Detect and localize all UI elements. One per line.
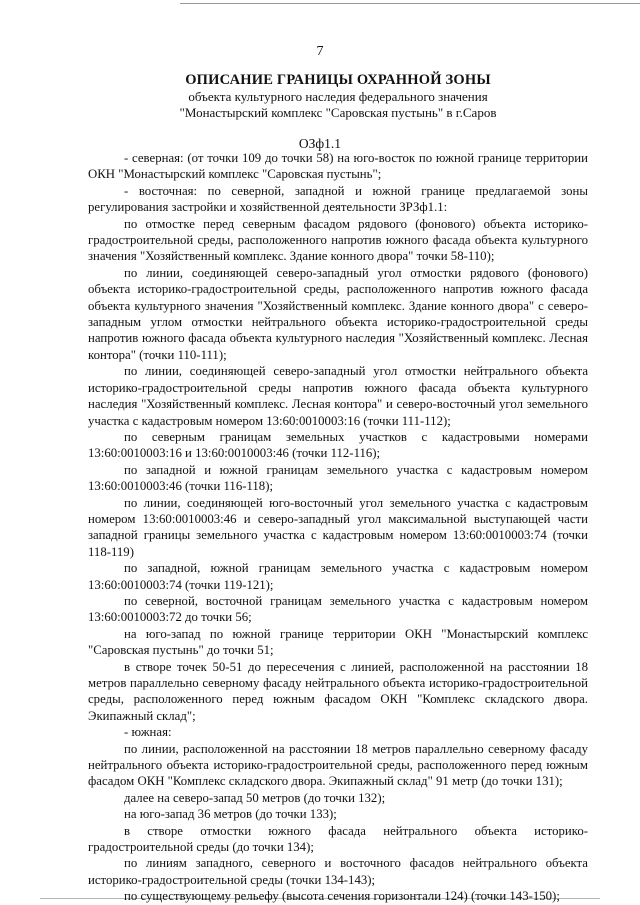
document-subtitle-line-2: "Монастырский комплекс "Саровская пустынь" в г.Саров [179,105,497,120]
paragraph: по линиям западного, северного и восточного фасадов нейтрального объекта историко-градостроительной среды (точки 134-143); [88,856,588,887]
paragraph: на юго-запад 36 метров (до точки 133); [124,807,337,822]
paragraph: по западной, южной границам земельного участка с кадастровым номером 13:60:0010003:74 (точки 119-121); [88,561,588,592]
paragraph: по северной, восточной границам земельного участка с кадастровым номером 13:60:0010003:72 до точки 56; [88,593,588,625]
document-title: ОПИСАНИЕ ГРАНИЦЫ ОХРАННОЙ ЗОНЫ [185,72,491,88]
document-body [88,150,588,905]
paragraph-south-border: - южная: [124,725,172,740]
paragraph: по западной и южной границам земельного участка с кадастровым номером 13:60:0010003:46 (точки 116-118); [88,462,588,494]
paragraph: по линии, соединяющей северо-западный угол отмостки нейтрального объекта историко-градостроительной среды напротив южного фасада объекта культурного наследия "Хозяйственный комплекс. Лесная контора" и северо-восточный угол земельного участка с кадастровым номером 13:60:0010003:16 (точки 111-112); [88,364,588,428]
zone-code: ОЗф1.1 [298,136,342,151]
paragraph: на юго-запад по южной границе территории ОКН "Монастырский комплекс "Саровская пустынь" до точки 51; [88,626,588,658]
paragraph: по линии, соединяющей северо-западный угол отмостки рядового (фонового) объекта историко-градостроительной среды, расположенного напротив южного фасада объекта культурного значения "Хозяйственный комплекс. Здание конного двора" с северо-западным углом отмостки нейтрального объекта историко-градостроительной среды напротив южного фасада объекта культурного наследия "Хозяйственный комплекс. Лесная контора" (точки 110-111); [88,265,588,362]
paragraph: в створе отмостки южного фасада нейтрального объекта историко-градостроительной среды (до точки 134); [88,823,588,855]
page-number: 7 [316,44,324,59]
paragraph: по линии, расположенной на расстоянии 18 метров параллельно северному фасаду нейтрального объекта историко-градостроительной среды, расположенного перед южным фасадом ОКН "Комплекс складского двора. Экипажный склад" 91 метр (до точки 131); [88,741,588,789]
paragraph-east-border: - восточная: по северной, западной и южной границе предлагаемой зоны регулирования застройки и хозяйственной деятельности ЗРЗф1.1: [88,183,588,215]
paragraph: по существующему рельефу (высота сечения горизонтали 124) (точки 143-150); [124,889,560,904]
paragraph-north-border: - северная: (от точки 109 до точки 58) на юго-восток по южной границе территории ОКН "Монастырский комплекс "Саровская пустынь"; [88,151,588,182]
paragraph: по линии, соединяющей юго-восточный угол земельного участка с кадастровым номером 13:60:0010003:46 и северо-западный угол максимальной выступающей части западной границы земельного участка с кадастровым номером 13:60:0010003:74 (точки 118-119) [88,495,588,559]
document-header [88,72,588,121]
paragraph: по северным границам земельных участков с кадастровыми номерами 13:60:0010003:16 и 13:60:0010003:46 (точки 112-116); [88,429,588,461]
paragraph: в створе точек 50-51 до пересечения с линией, расположенной на расстоянии 18 метров параллельно северному фасаду нейтрального объекта историко-градостроительной среды, расположенного перед южным фасадом ОКН "Комплекс складского двора. Экипажный склад"; [88,659,588,723]
document-subtitle-line-1: объекта культурного наследия федерального значения [188,89,488,104]
scan-edge-top [180,3,640,4]
paragraph: по отмостке перед северным фасадом рядового (фонового) объекта историко-градостроительной среды, расположенного напротив южного фасада объекта культурного значения "Хозяйственный комплекс. Здание конного двора" точки 58-110); [88,216,588,264]
paragraph: далее на северо-запад 50 метров (до точки 132); [124,790,386,805]
